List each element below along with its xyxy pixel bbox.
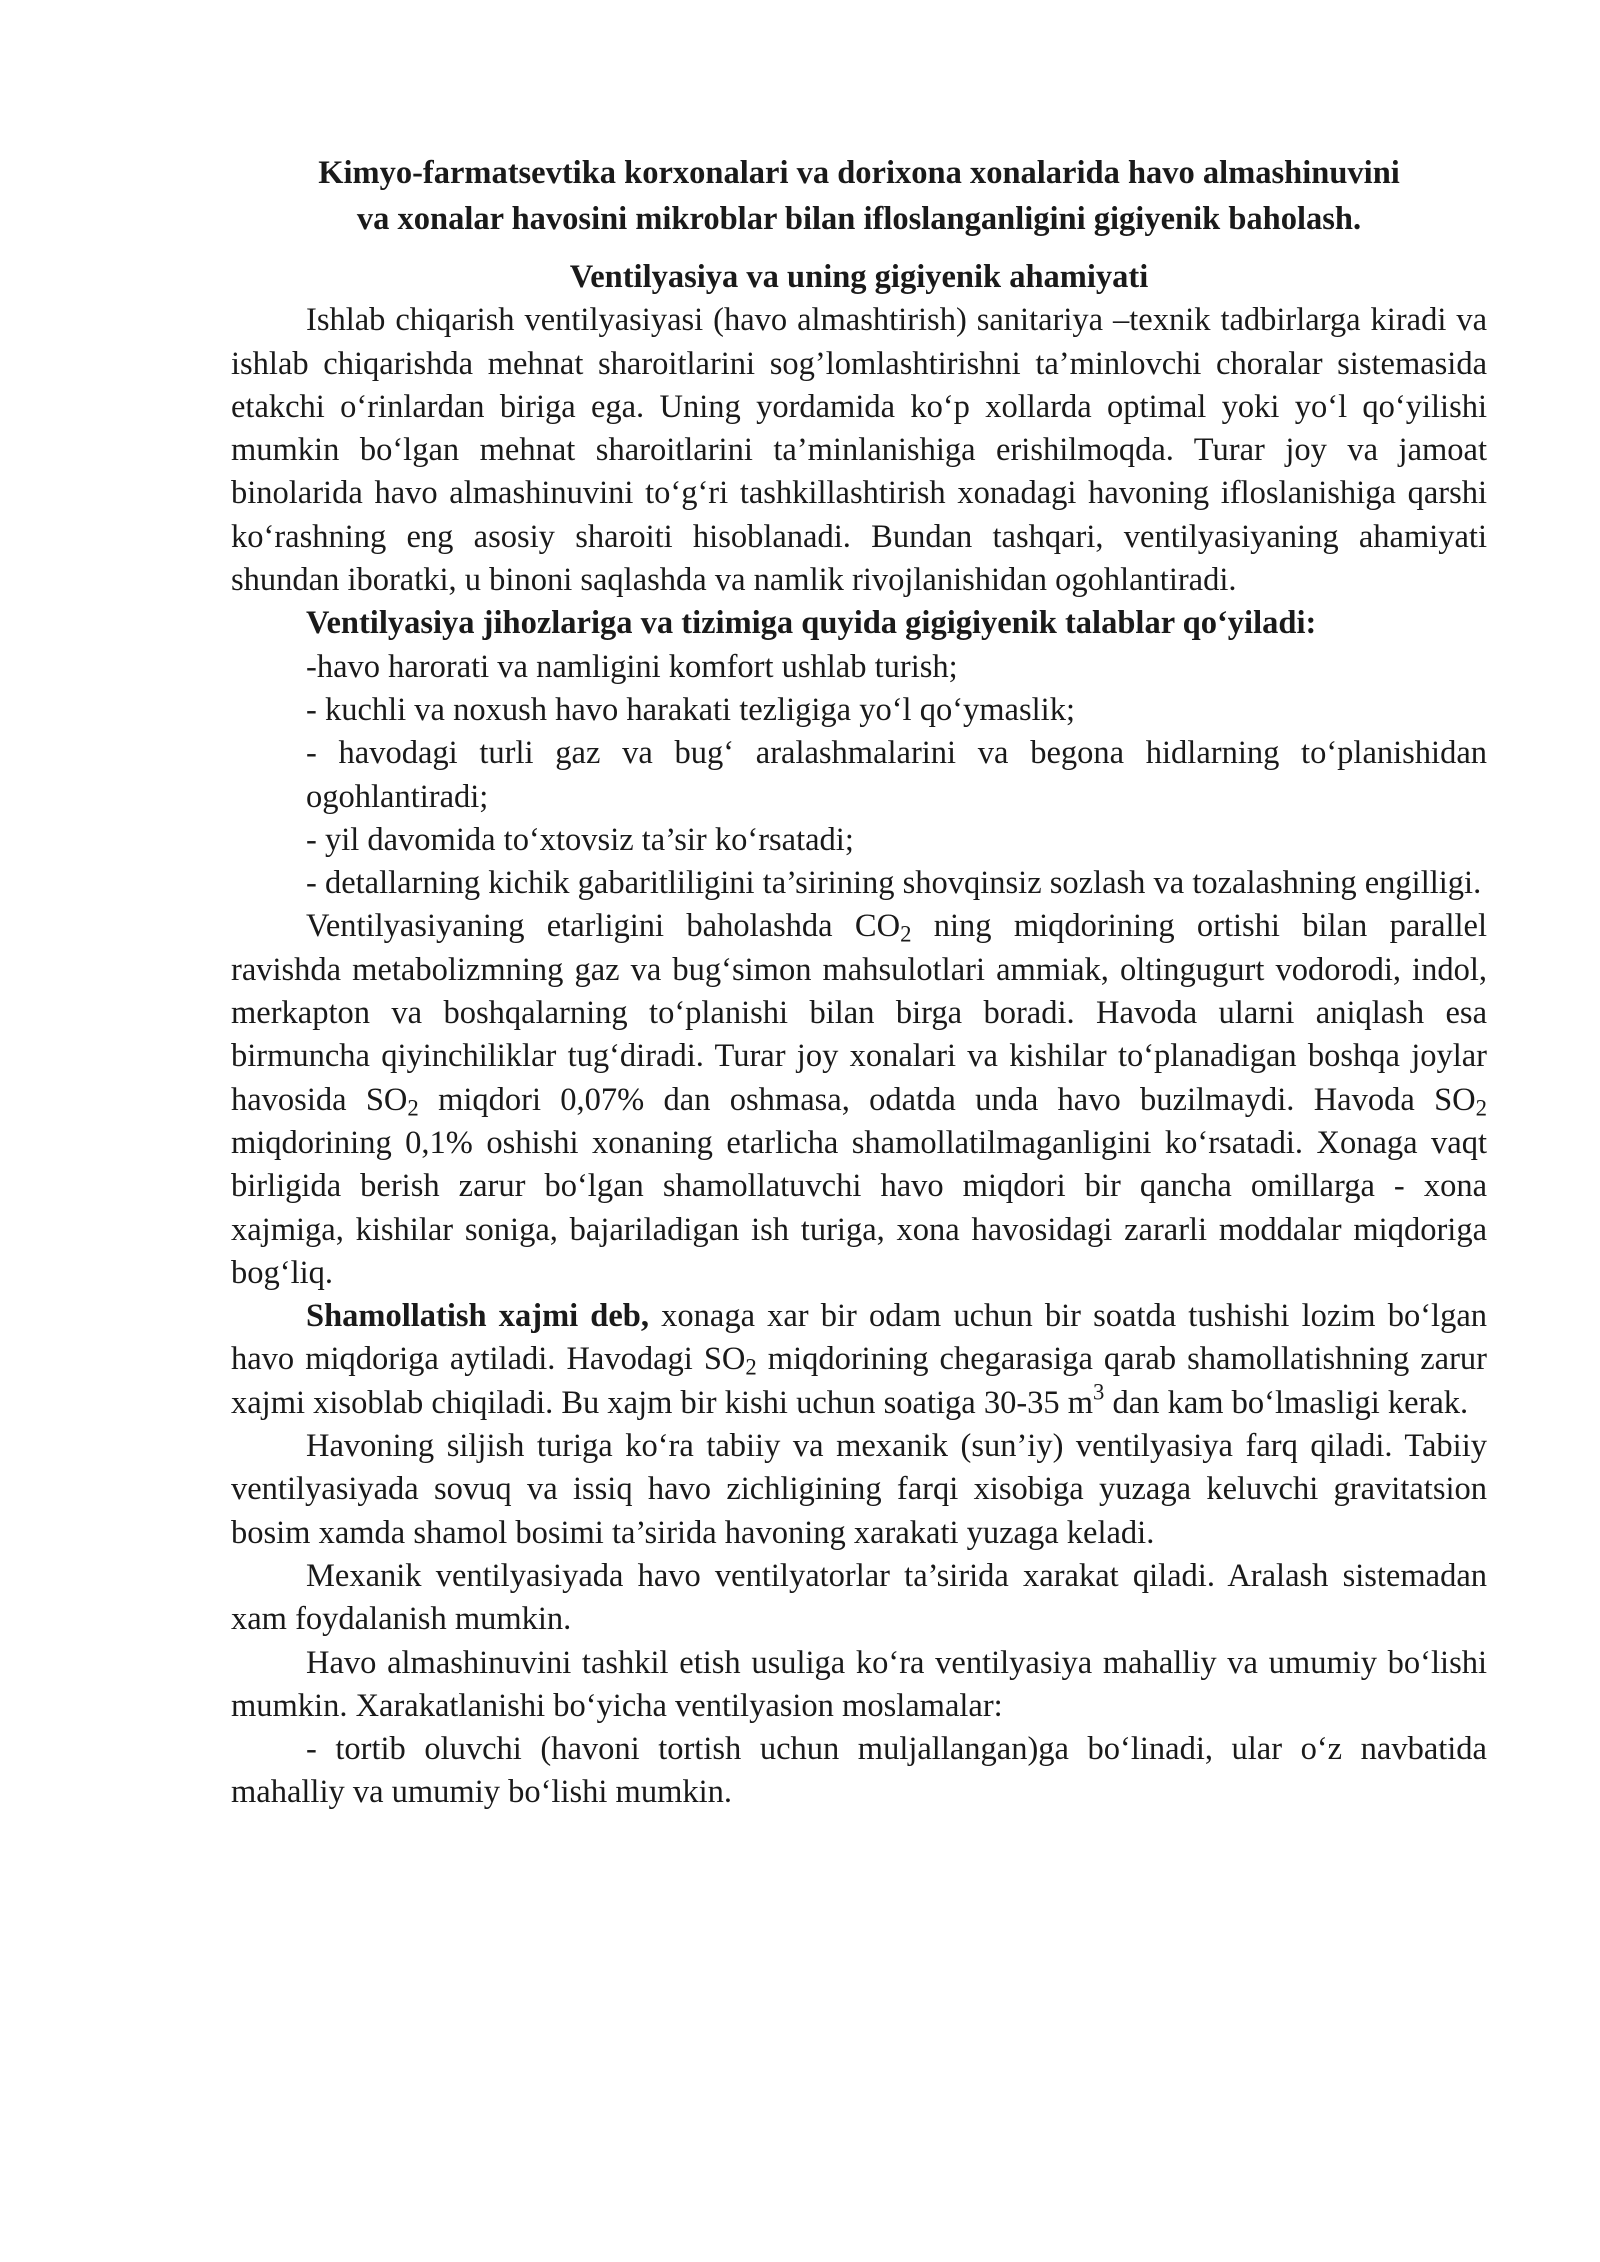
title-line-1: Kimyo-farmatsevtika korxonalari va dorixona xonalarida havo almashinuvini <box>318 155 1400 191</box>
list-item: - yil davomida to‘xtovsiz ta’sir ko‘rsatadi; <box>306 821 854 858</box>
text-run: xonaga xar bir odam uchun bir soatda tushishi lozim bo‘lgan havo miqdoriga aytiladi. Havodagi SO <box>231 1298 1488 1378</box>
bold-term: Shamollatish xajmi deb, <box>306 1298 650 1335</box>
requirements-list <box>231 646 1487 906</box>
paragraph-natural-mechanical: Havoning siljish turiga ko‘ra tabiiy va mexanik (sun’iy) ventilyasiya farq qiladi. Tabiiy ventilyasiyada sovuq va issiq havo zichligining farqi xisobiga yuzaga keluvchi gravitatsion bosim xamda shamol bosimi ta’sirida havoning xarakati yuzaga keladi. <box>231 1428 1487 1551</box>
text-run: Ventilyasiyaning etarligini baholashda CO <box>306 908 901 945</box>
list-item: - kuchli va noxush havo harakati tezligiga yo‘l qo‘ymaslik; <box>306 691 1075 728</box>
text-run: miqdori 0,07% dan oshmasa, odatda unda havo buzilmaydi. Havoda SO <box>418 1081 1476 1118</box>
list-item: -havo harorati va namligini komfort ushlab turish; <box>306 648 958 685</box>
document-page <box>231 150 1487 1815</box>
title-line-2: va xonalar havosini mikroblar bilan ifloslanganligini gigiyenik baholash. <box>356 201 1362 237</box>
text-run: dan kam bo‘lmasligi kerak. <box>1104 1384 1469 1421</box>
paragraph-co2 <box>231 905 1487 1295</box>
subscript: 2 <box>900 922 912 948</box>
subscript: 2 <box>1475 1095 1487 1121</box>
section-heading: Ventilyasiya va uning gigiyenik ahamiyati <box>569 259 1149 295</box>
paragraph-exhaust: - tortib oluvchi (havoni tortish uchun muljallangan)ga bo‘linadi, ular o‘z navbatida mahalliy va umumiy bo‘lishi mumkin. <box>231 1731 1487 1811</box>
paragraph-mechanical: Mexanik ventilyasiyada havo ventilyatorlar ta’sirida xarakat qiladi. Aralash sistemadan xam foydalanish mumkin. <box>231 1557 1487 1638</box>
superscript: 3 <box>1093 1379 1105 1405</box>
document-title <box>231 150 1487 242</box>
list-item: - detallarning kichik gabaritliligini ta’sirining shovqinsiz sozlash va tozalashning engilligi. <box>306 865 1482 902</box>
text-run: ning miqdorining ortishi bilan parallel ravishda metabolizmning gaz va bug‘simon mahsulotlari ammiak, oltingugurt vodorodi, indol, merkapton va boshqalarning to‘planishi bilan birga boradi. Havoda ularni aniqlash esa birmuncha qiyinchiliklar tug‘diradi. Turar joy xonalari va kishilar to‘planadigan boshqa joylar havosida SO <box>231 908 1488 1118</box>
requirements-heading: Ventilyasiya jihozlariga va tizimiga quyida gigigiyenik talablar qo‘yiladi: <box>306 605 1317 642</box>
subscript: 2 <box>407 1095 419 1121</box>
text-run: miqdorining chegarasiga qarab shamollatishning zarur xajmi xisoblab chiqiladi. Bu xajm bir kishi uchun soatiga 30-35 m <box>231 1341 1487 1421</box>
paragraph-air-exchange: Havo almashinuvini tashkil etish usuliga ko‘ra ventilyasiya mahalliy va umumiy bo‘lishi mumkin. Xarakatlanishi bo‘yicha ventilyasion moslamalar: <box>231 1644 1487 1724</box>
subscript: 2 <box>745 1355 757 1381</box>
paragraph-intro: Ishlab chiqarish ventilyasiyasi (havo almashtirish) sanitariya –texnik tadbirlarga kiradi va ishlab chiqarishda mehnat sharoitlarini sog’lomlashtirishni ta’minlovchi choralar sistemasida etakchi o‘rinlardan biriga ega. Uning yordamida ko‘p xollarda optimal yoki yo‘l qo‘yilishi mumkin bo‘lgan mehnat sharoitlarini ta’minlanishiga erishilmoqda. Turar joy va jamoat binolarida havo almashinuvini to‘g‘ri tashkillashtirish xonadagi havoning ifloslanishiga qarshi ko‘rashning eng asosiy sharoiti hisoblanadi. Bundan tashqari, ventilyasiyaning ahamiyati shundan iboratki, u binoni saqlashda va namlik rivojlanishidan ogohlantiradi. <box>231 302 1487 599</box>
paragraph-ventilation-volume <box>231 1295 1487 1425</box>
text-run: miqdorining 0,1% oshishi xonaning etarlicha shamollatilmaganligini ko‘rsatadi. Xonaga vaqt birligida berish zarur bo‘lgan shamollatuvchi havo miqdori bir qancha omillarga - xona xajmiga, kishilar soniga, bajariladigan ish turiga, xona havosidagi zararli moddalar miqdoriga bog‘liq. <box>231 1124 1487 1291</box>
list-item: - havodagi turli gaz va bug‘ aralashmalarini va begona hidlarning to‘planishidan ogohlantiradi; <box>306 735 1487 815</box>
